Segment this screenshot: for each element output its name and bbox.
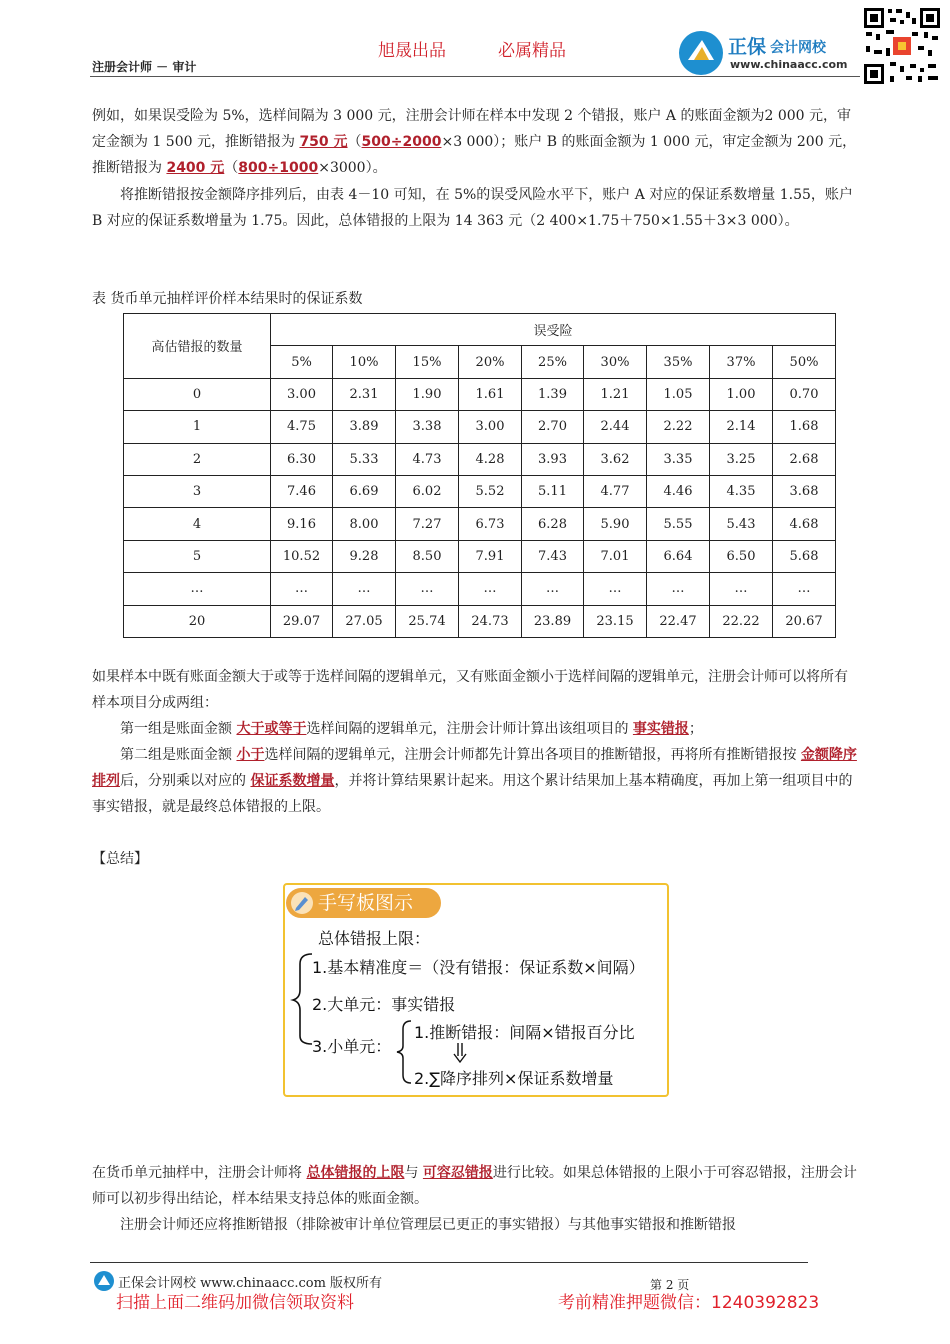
table-cell: 20.67 (773, 605, 836, 637)
table-cell: 5.11 (522, 475, 584, 507)
table-cell: 7.46 (271, 475, 333, 507)
highlight-coefficient-increment: 保证系数增量 (250, 773, 335, 789)
closing-paragraph-2: 注册会计师还应将推断错报（排除被审计单位管理层已更正的事实错报）与其他事实错报和推断错报 (120, 1217, 736, 1233)
table-cell: 29.07 (271, 605, 333, 637)
table-cell: 22.22 (710, 605, 773, 637)
table-cell-count: 5 (124, 540, 271, 572)
table-cell: … (773, 573, 836, 605)
table-cell: 6.02 (396, 475, 459, 507)
table-cell: … (710, 573, 773, 605)
highlight-800-1000: 800÷1000 (238, 160, 319, 176)
table-cell: 22.47 (647, 605, 710, 637)
table-cell: 6.69 (333, 475, 396, 507)
header-divider (90, 76, 860, 77)
logo-name: 会计网校 (770, 40, 826, 56)
table-cell: 3.35 (647, 443, 710, 475)
table-cell: 6.28 (522, 508, 584, 540)
intro-paragraph-1: 例如，如果误受险为 5%，选样间隔为 3 000 元，注册会计师在样本中发现 2 个错报，账户 A 的账面金额为2 000 元，审定金额为 1 500 元，推断错报为 750 元（500÷2000×3 000）；账户 B 的账面金额为 1 000 元，审定金额为 200 元，推断错报为 2400 元（800÷1000×3000）。 (92, 108, 857, 176)
table-cell: 3.00 (459, 411, 522, 443)
board-line-1: 1.基本精准度＝（没有错报：保证系数×间隔） (312, 958, 645, 977)
course-title: 注册会计师 － 审计 (92, 60, 197, 74)
highlight-less-than: 小于 (236, 747, 265, 763)
double-down-arrow-icon (452, 1042, 468, 1064)
table-cell: 4.77 (584, 475, 647, 507)
table-cell: 2.14 (710, 411, 773, 443)
highlight-greater-or-equal: 大于或等于 (236, 721, 307, 737)
table-cell: 1.00 (710, 378, 773, 410)
table-cell: … (396, 573, 459, 605)
table-cell: 5.52 (459, 475, 522, 507)
table-cell: 4.73 (396, 443, 459, 475)
table-cell: 4.46 (647, 475, 710, 507)
table-cell: 5.55 (647, 508, 710, 540)
table-caption: 表 货币单元抽样评价样本结果时的保证系数 (92, 291, 363, 307)
column-header: 15% (396, 346, 459, 378)
table-cell: 7.27 (396, 508, 459, 540)
table-cell-count: … (124, 573, 271, 605)
table-cell-count: 2 (124, 443, 271, 475)
group-2-paragraph: 第二组是账面金额 小于选样间隔的逻辑单元，注册会计师都先计算出各项目的推断错报，再将所有推断错报按 金额降序排列后，分别乘以对应的 保证系数增量，并将计算结果累计起来。用这个累计结果加上基本精确度，再加上第一组项目中的事实错报，就是最终总体错报的上限。 (92, 747, 857, 815)
highlight-total-upper-limit: 总体错报的上限 (306, 1165, 405, 1181)
table-cell: 3.93 (522, 443, 584, 475)
column-header: 37% (710, 346, 773, 378)
table-cell: 4.28 (459, 443, 522, 475)
table-cell-count: 3 (124, 475, 271, 507)
chinaacc-logo[interactable] (678, 30, 858, 76)
table-cell: 1.21 (584, 378, 647, 410)
column-header: 10% (333, 346, 396, 378)
table-cell: 6.73 (459, 508, 522, 540)
table-cell: 6.30 (271, 443, 333, 475)
logo-brand: 正保 (728, 36, 767, 58)
table-cell: 1.90 (396, 378, 459, 410)
coefficient-table (123, 313, 836, 638)
table-cell: 23.89 (522, 605, 584, 637)
group-header: 误受险 (271, 314, 836, 346)
highlight-factual-misstatement: 事实错报 (632, 721, 689, 737)
table-row (124, 475, 836, 507)
column-header: 5% (271, 346, 333, 378)
table-cell: … (584, 573, 647, 605)
small-brace-icon (394, 1018, 414, 1086)
footer-divider (90, 1262, 808, 1263)
page-number: 第 2 页 (650, 1278, 690, 1292)
promo-right: 考前精准押题微信：1240392823 (558, 1293, 820, 1313)
table-cell: 8.50 (396, 540, 459, 572)
logo-url: www.chinaacc.com (730, 58, 848, 71)
table-cell: 24.73 (459, 605, 522, 637)
board-line-3: 3.小单元： (312, 1037, 392, 1056)
table-cell: 6.50 (710, 540, 773, 572)
table-cell: 7.01 (584, 540, 647, 572)
table-cell: 7.43 (522, 540, 584, 572)
table-cell: 4.68 (773, 508, 836, 540)
column-header: 30% (584, 346, 647, 378)
table-cell: 3.25 (710, 443, 773, 475)
groups-intro: 如果样本中既有账面金额大于或等于选样间隔的逻辑单元，又有账面金额小于选样间隔的逻辑单元，注册会计师可以将所有样本项目分成两组： (92, 669, 848, 711)
table-cell: 8.00 (333, 508, 396, 540)
table-row (124, 411, 836, 443)
column-header: 35% (647, 346, 710, 378)
table-row (124, 605, 836, 637)
board-title: 手写板图示 (318, 892, 414, 914)
table-cell: 27.05 (333, 605, 396, 637)
table-row (124, 443, 836, 475)
table-cell: 3.89 (333, 411, 396, 443)
table-cell: 6.64 (647, 540, 710, 572)
table-cell: 25.74 (396, 605, 459, 637)
table-cell: 1.61 (459, 378, 522, 410)
table-cell: 2.31 (333, 378, 396, 410)
pen-icon (290, 891, 314, 915)
summary-label: 【总结】 (92, 851, 148, 867)
table-cell: 23.15 (584, 605, 647, 637)
table-cell: 2.70 (522, 411, 584, 443)
table-cell: 4.35 (710, 475, 773, 507)
header-slogan-left: 旭晟出品 (378, 41, 446, 61)
table-cell: … (647, 573, 710, 605)
table-row (124, 508, 836, 540)
highlight-2400: 2400 元 (166, 160, 225, 176)
table-cell-count: 20 (124, 605, 271, 637)
board-line-0: 总体错报上限： (318, 929, 431, 948)
column-header: 25% (522, 346, 584, 378)
table-row (124, 540, 836, 572)
table-cell: … (459, 573, 522, 605)
table-cell-count: 4 (124, 508, 271, 540)
table-cell: 3.00 (271, 378, 333, 410)
table-cell: … (522, 573, 584, 605)
table-cell: 3.68 (773, 475, 836, 507)
table-cell: … (333, 573, 396, 605)
logo-emblem-icon (678, 30, 724, 76)
board-line-2: 2.大单元：事实错报 (312, 995, 456, 1014)
table-cell: 5.43 (710, 508, 773, 540)
table-cell: 0.70 (773, 378, 836, 410)
table-cell: 5.68 (773, 540, 836, 572)
table-cell: 1.05 (647, 378, 710, 410)
promo-left: 扫描上面二维码加微信领取资料 (116, 1293, 354, 1313)
column-header: 50% (773, 346, 836, 378)
intro-paragraph-2: 将推断错报按金额降序排列后，由表 4－10 可知，在 5%的误受风险水平下，账户 A 对应的保证系数增量 1.55，账户 B 对应的保证系数增量为 1.75。因此，总体错报的上限为 14 363 元（2 400×1.75＋750×1.55＋3×3 000）。 (92, 187, 853, 229)
table-cell: 2.44 (584, 411, 647, 443)
table-cell: 1.39 (522, 378, 584, 410)
table-cell: 5.33 (333, 443, 396, 475)
table-cell: 9.16 (271, 508, 333, 540)
board-line-3b: 2.∑降序排列×保证系数增量 (414, 1069, 614, 1088)
table-cell: 4.75 (271, 411, 333, 443)
row-header: 高估错报的数量 (124, 314, 271, 379)
group-1-paragraph: 第一组是账面金额 大于或等于选样间隔的逻辑单元，注册会计师计算出该组项目的 事实错报； (120, 721, 703, 737)
table-cell: 1.68 (773, 411, 836, 443)
highlight-descending-order: 金额降序排列 (92, 747, 857, 789)
table-cell: 9.28 (333, 540, 396, 572)
table-cell: 10.52 (271, 540, 333, 572)
footer-copyright: 正保会计网校 www.chinaacc.com 版权所有 (118, 1276, 383, 1291)
table-cell: 2.68 (773, 443, 836, 475)
table-cell: … (271, 573, 333, 605)
footer-logo-icon (93, 1270, 115, 1292)
column-header: 20% (459, 346, 522, 378)
board-line-3a: 1.推断错报：间隔×错报百分比 (414, 1023, 635, 1042)
table-cell: 3.38 (396, 411, 459, 443)
highlight-750: 750 元 (299, 134, 348, 150)
table-row (124, 573, 836, 605)
qr-code (862, 6, 942, 86)
highlight-500-2000: 500÷2000 (361, 134, 442, 150)
highlight-tolerable-misstatement: 可容忍错报 (422, 1165, 493, 1181)
table-cell: 2.22 (647, 411, 710, 443)
header-slogan-right: 必属精品 (498, 41, 566, 61)
board-title-pill (286, 888, 441, 918)
table-cell: 7.91 (459, 540, 522, 572)
table-cell: 5.90 (584, 508, 647, 540)
table-cell-count: 0 (124, 378, 271, 410)
table-row (124, 378, 836, 410)
table-cell: 3.62 (584, 443, 647, 475)
table-cell-count: 1 (124, 411, 271, 443)
closing-paragraph-1: 在货币单元抽样中，注册会计师将 总体错报的上限与 可容忍错报进行比较。如果总体错报的上限小于可容忍错报，注册会计师可以初步得出结论，样本结果支持总体的账面金额。 (92, 1165, 857, 1207)
